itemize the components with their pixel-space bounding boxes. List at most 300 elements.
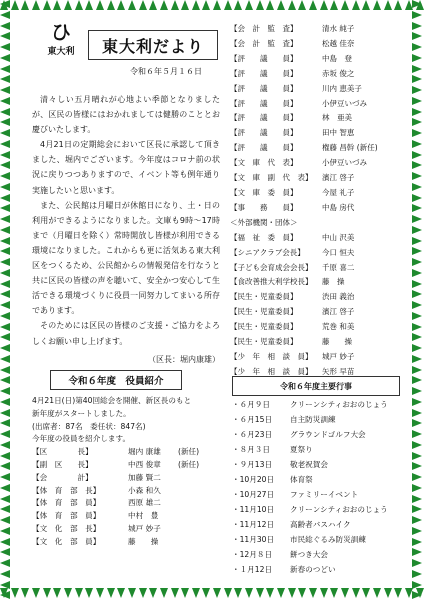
tree-ornament-icon [0,43,10,51]
tree-ornament-icon [412,430,422,438]
tree-ornament-icon [330,0,338,10]
tree-ornament-icon [64,0,72,10]
tree-ornament-icon [0,462,10,470]
tree-ornament-icon [43,588,51,598]
officer-row [230,186,400,201]
officer-note: (新任) [178,459,200,469]
tree-ornament-icon [412,140,422,148]
officer-row [32,446,222,459]
officer-role: 【会 計 監 査】 [230,38,298,48]
event-name: クリーンシティおおのじょう [290,505,388,514]
tree-ornament-icon [412,441,422,449]
officer-role: 【文 庫 代 表】 [230,158,298,168]
officer-role: 【会 計 監 査】 [230,24,298,33]
officer-role: 【評 議 員】 [230,83,298,93]
tree-ornament-icon [412,516,422,524]
tree-ornament-icon [352,588,360,598]
tree-ornament-icon [412,376,422,384]
tree-ornament-icon [107,588,115,598]
tree-ornament-icon [341,588,349,598]
officer-row [230,82,400,97]
officer-row [230,126,400,141]
tree-ornament-icon [0,140,10,148]
newsletter-header [40,20,218,82]
tree-ornament-icon [412,527,422,535]
officer-role: 【文 庫 委 員】 [230,187,298,197]
tree-ornament-icon [412,269,422,277]
tree-ornament-icon [32,0,40,10]
officers-section-title: 令和６年度 役員紹介 [50,370,182,390]
tree-ornament-icon [128,588,136,598]
event-name: ファミリーイベント [290,490,359,499]
events-section-title: 令和６年度主要行事 [232,376,400,396]
tree-ornament-icon [412,204,422,212]
tree-ornament-icon [330,588,338,598]
officer-row [230,171,400,186]
tree-ornament-icon [0,194,10,202]
tree-ornament-icon [412,151,422,159]
officer-row [32,485,222,498]
tree-ornament-icon [412,473,422,481]
officer-name: 権藤 昌幹 (新任) [322,143,378,153]
event-date: ・６月９日 [232,400,270,409]
tree-ornament-icon [277,588,285,598]
tree-ornament-icon [341,0,349,10]
officer-name: 西原 雄二 [128,498,161,508]
officer-name: 濱江 啓子 [322,173,355,183]
tree-ornament-icon [412,591,422,599]
tree-ornament-icon [43,0,51,10]
officer-role: 【体 育 部 長】 [32,485,101,495]
officer-name: 林 亜美 [322,113,352,123]
tree-ornament-icon [412,172,422,180]
tree-ornament-icon [412,301,422,309]
tree-ornament-icon [412,452,422,460]
tree-ornament-icon [320,0,328,10]
tree-ornament-icon [0,258,10,266]
tree-ornament-icon [21,0,29,10]
event-date: ・９月13日 [232,460,273,469]
tree-ornament-icon [412,398,422,406]
tree-ornament-icon [412,215,422,223]
top-border [0,0,424,12]
tree-ornament-icon [412,462,422,470]
officer-row [230,231,400,246]
tree-ornament-icon [266,588,274,598]
section-line: 新年度がスタートしました。 [32,408,131,418]
tree-ornament-icon [0,0,10,8]
tree-ornament-icon [412,280,422,288]
tree-ornament-icon [412,86,422,94]
officer-role: 【少 年 相 談 員】 [230,366,313,376]
tree-ornament-icon [412,366,422,374]
tree-ornament-icon [0,430,10,438]
tree-ornament-icon [139,0,147,10]
tree-ornament-icon [412,22,422,30]
tree-ornament-icon [0,355,10,363]
tree-ornament-icon [412,258,422,266]
officer-role: 【評 議 員】 [230,128,298,138]
tree-ornament-icon [412,54,422,62]
tree-ornament-icon [0,581,10,589]
tree-ornament-icon [412,333,422,341]
logo-mark: ひ [51,20,71,44]
officer-role: 【民生・児童委員】 [230,292,298,302]
tree-ornament-icon [0,333,10,341]
tree-ornament-icon [0,559,10,567]
event-row [232,397,404,412]
tree-ornament-icon [64,588,72,598]
officer-name: 藤 操 [128,536,159,546]
tree-ornament-icon [0,484,10,492]
tree-ornament-icon [75,0,83,10]
tree-ornament-icon [117,0,125,10]
officer-role: 【会 計】 [32,472,93,482]
officer-role: 【体 育 部 員】 [32,498,101,508]
tree-ornament-icon [309,588,317,598]
officer-name: 小伊豆いづみ [322,158,367,168]
section-line: 今年度の役員を紹介します。 [32,434,131,444]
officer-row [32,536,222,549]
officer-row [230,22,400,37]
tree-ornament-icon [412,65,422,73]
officer-name: 小森 和久 [128,485,161,495]
newsletter-title: 東大利だより [88,30,218,60]
officer-list-continued [230,22,400,380]
section-line: (出席者：87名 委任状：847名) [32,421,146,431]
event-row [232,562,404,577]
tree-ornament-icon [412,194,422,202]
officer-row [230,37,400,52]
officer-role: 【文 化 部 員】 [32,536,101,546]
officer-name: 藤 操 [322,337,352,347]
logo-text: 東大利 [47,47,75,57]
greeting-article [32,92,220,367]
tree-ornament-icon [0,387,10,395]
officer-name: 千原 喜二 [322,262,355,272]
tree-ornament-icon [412,118,422,126]
tree-ornament-icon [224,588,232,598]
officer-role: 【福 祉 委 員】 [230,232,298,242]
officer-role: 【評 議 員】 [230,53,298,63]
tree-ornament-icon [0,290,10,298]
tree-ornament-icon [412,355,422,363]
event-name: 餅つき大会 [290,550,328,559]
tree-ornament-icon [412,505,422,513]
event-row [232,472,404,487]
tree-ornament-icon [412,387,422,395]
paragraph: 清々しい五月晴れが心地よい季節となりましたが、区民の皆様にはおかれましては健勝のこととお慶びいたします。 [32,95,220,135]
officer-name: 城戸 妙子 [322,351,355,361]
paragraph: また、公民館は月曜日が休館日になり、土・日の利用ができるようになりました。文庫も9時～17時まで（月曜日を除く）常時開放し皆様が利用できる環境になりました。これからも更に活気ある東大利区をつくるため、公民館からの情報発信を行なうと共に区民の皆様の声を聴いて、安全かつ安心して生活できる環境づくりに役員一同努力してまいる所存であります。 [32,200,220,316]
officer-row [230,335,400,350]
officer-row [230,67,400,82]
issue-date: 令和６年５月１６日 [130,67,202,76]
tree-ornament-icon [0,409,10,417]
tree-ornament-icon [0,280,10,288]
event-date: ・12月８日 [232,550,273,559]
tree-ornament-icon [107,0,115,10]
officer-role: 【民生・児童委員】 [230,307,298,317]
tree-ornament-icon [234,0,242,10]
event-name: 高齢者バスハイク [290,520,351,529]
officer-row [230,290,400,305]
tree-ornament-icon [412,97,422,105]
event-row [232,517,404,532]
officer-name: 清水 純子 [322,24,355,33]
tree-ornament-icon [0,226,10,234]
event-date: ・８月３日 [232,445,270,454]
officer-role: 【事 務 員】 [230,202,298,212]
tree-ornament-icon [224,0,232,10]
tree-ornament-icon [202,0,210,10]
tree-ornament-icon [21,588,29,598]
tree-ornament-icon [412,484,422,492]
officer-name: 渋田 義治 [322,292,355,302]
tree-ornament-icon [0,398,10,406]
event-row [232,487,404,502]
tree-ornament-icon [0,215,10,223]
tree-ornament-icon [412,129,422,137]
officer-name: 田中 智恵 [322,128,355,138]
tree-ornament-icon [0,538,10,546]
officer-role: 【文 化 部 長】 [32,523,101,533]
tree-ornament-icon [0,591,10,599]
officer-row [230,52,400,67]
tree-ornament-icon [0,419,10,427]
tree-ornament-icon [0,473,10,481]
tree-ornament-icon [171,588,179,598]
officer-row [230,275,400,290]
event-name: 市民総ぐるみ防災訓練 [290,535,366,544]
tree-ornament-icon [277,0,285,10]
tree-ornament-icon [362,0,370,10]
event-name: 新春のつどい [290,565,336,574]
tree-ornament-icon [85,588,93,598]
tree-ornament-icon [298,0,306,10]
officer-row [32,459,222,472]
tree-ornament-icon [0,269,10,277]
tree-ornament-icon [0,452,10,460]
event-row [232,502,404,517]
tree-ornament-icon [362,588,370,598]
officer-row [230,305,400,320]
officer-role: 【少 年 相 談 員】 [230,351,313,361]
tree-ornament-icon [0,516,10,524]
tree-ornament-icon [0,86,10,94]
tree-ornament-icon [192,588,200,598]
officer-name: 矢形 早苗 [322,366,355,376]
tree-ornament-icon [171,0,179,10]
tree-ornament-icon [0,376,10,384]
officer-row [230,246,400,261]
officer-row [32,497,222,510]
tree-ornament-icon [202,588,210,598]
tree-ornament-icon [288,588,296,598]
tree-ornament-icon [412,323,422,331]
officer-role: 【民生・児童委員】 [230,337,298,347]
officer-name: 中西 俊章 [128,459,161,469]
event-date: ・１月12日 [232,565,273,574]
tree-ornament-icon [412,495,422,503]
tree-ornament-icon [384,0,392,10]
tree-ornament-icon [412,0,422,8]
officer-name: 今屋 礼子 [322,187,355,197]
district-logo [40,20,82,62]
officer-role: 【シニアクラブ会長】 [230,247,305,257]
tree-ornament-icon [412,548,422,556]
tree-ornament-icon [0,323,10,331]
event-date: ・11月30日 [232,535,275,544]
tree-ornament-icon [412,409,422,417]
tree-ornament-icon [0,161,10,169]
tree-ornament-icon [0,505,10,513]
bottom-border [0,588,424,600]
event-row [232,412,404,427]
event-row [232,547,404,562]
officer-name: 中山 沢美 [322,232,355,242]
tree-ornament-icon [412,570,422,578]
tree-ornament-icon [256,588,264,598]
tree-ornament-icon [181,0,189,10]
officer-row [230,97,400,112]
right-border [412,0,424,600]
tree-ornament-icon [0,570,10,578]
tree-ornament-icon [412,108,422,116]
officer-row [230,350,400,365]
officer-row [230,201,400,216]
officer-name: 松越 佳奈 [322,38,355,48]
tree-ornament-icon [412,559,422,567]
paragraph: 4月21日の定期総会において区長に承認して頂きました、堀内でございます。今年度はコロナ前の状況に戻りつつありますので、イベント等も例年通り実施したいと思います。 [32,140,220,195]
officer-name: 堀内 康雄 [128,447,161,457]
tree-ornament-icon [384,588,392,598]
tree-ornament-icon [412,183,422,191]
tree-ornament-icon [412,161,422,169]
left-border [0,0,12,600]
section-line: 4月21日(日)第40回総会を開催、新区長のもと [32,396,192,405]
tree-ornament-icon [320,588,328,598]
event-row [232,457,404,472]
event-name: 敬老祝賀会 [290,460,328,469]
events-list [232,397,404,577]
officer-row [32,523,222,536]
tree-ornament-icon [0,97,10,105]
officer-name: 中村 豊 [128,511,159,521]
tree-ornament-icon [160,588,168,598]
event-date: ・10月27日 [232,490,275,499]
event-name: グラウンドゴルフ大会 [290,430,366,439]
tree-ornament-icon [149,0,157,10]
event-name: 体育祭 [290,475,313,484]
officer-row [230,141,400,156]
tree-ornament-icon [149,588,157,598]
tree-ornament-icon [0,183,10,191]
officer-role: 【食改善推大利学校長】 [230,277,313,287]
officer-role: 【区 長】 [32,447,93,457]
officer-row [230,320,400,335]
officer-name: 中島 登 [322,53,352,63]
officer-row [230,156,400,171]
tree-ornament-icon [0,129,10,137]
tree-ornament-icon [288,0,296,10]
tree-ornament-icon [256,0,264,10]
tree-ornament-icon [373,588,381,598]
tree-ornament-icon [0,65,10,73]
tree-ornament-icon [0,441,10,449]
tree-ornament-icon [412,226,422,234]
tree-ornament-icon [0,247,10,255]
event-date: ・10月20日 [232,475,275,484]
tree-ornament-icon [412,312,422,320]
tree-ornament-icon [412,237,422,245]
event-date: ・11月12日 [232,520,275,529]
event-date: ・６月15日 [232,415,273,424]
officer-role: 【評 議 員】 [230,113,298,123]
officer-role: ＜外部機関・団体＞ [230,217,298,227]
tree-ornament-icon [0,366,10,374]
tree-ornament-icon [96,588,104,598]
tree-ornament-icon [160,0,168,10]
paragraph: そのためには区民の皆様のご支援・ご協力をよろしくお願い申し上げます。 [32,321,220,346]
tree-ornament-icon [0,118,10,126]
tree-ornament-icon [234,588,242,598]
officer-row [230,261,400,276]
officer-role: 【体 育 部 員】 [32,511,101,521]
tree-ornament-icon [0,172,10,180]
tree-ornament-icon [412,344,422,352]
tree-ornament-icon [0,527,10,535]
officer-name: 小伊豆いづみ [322,98,367,108]
officer-note: (新任) [178,447,200,457]
tree-ornament-icon [85,0,93,10]
tree-ornament-icon [0,22,10,30]
tree-ornament-icon [139,588,147,598]
officer-name: 中島 房代 [322,202,355,212]
officer-row [32,472,222,485]
officer-row [230,111,400,126]
officer-role: 【民生・児童委員】 [230,322,298,332]
tree-ornament-icon [192,0,200,10]
tree-ornament-icon [412,581,422,589]
tree-ornament-icon [394,588,402,598]
officer-name: 荒巻 和美 [322,322,355,332]
tree-ornament-icon [245,0,253,10]
tree-ornament-icon [412,32,422,40]
tree-ornament-icon [0,32,10,40]
tree-ornament-icon [373,0,381,10]
officer-role: 【評 議 員】 [230,143,298,153]
tree-ornament-icon [0,301,10,309]
officer-row [32,510,222,523]
signature: （区長：堀内康雄） [148,354,220,364]
tree-ornament-icon [128,0,136,10]
tree-ornament-icon [412,75,422,83]
event-row [232,442,404,457]
tree-ornament-icon [352,0,360,10]
tree-ornament-icon [32,588,40,598]
tree-ornament-icon [53,588,61,598]
event-name: 夏祭り [290,445,313,454]
tree-ornament-icon [0,312,10,320]
event-name: クリーンシティおおのじょう [290,400,388,409]
tree-ornament-icon [245,588,253,598]
event-name: 自主防災訓練 [290,415,336,424]
officer-role: 【評 議 員】 [230,98,298,108]
officers-section [32,395,222,549]
tree-ornament-icon [412,290,422,298]
tree-ornament-icon [412,419,422,427]
